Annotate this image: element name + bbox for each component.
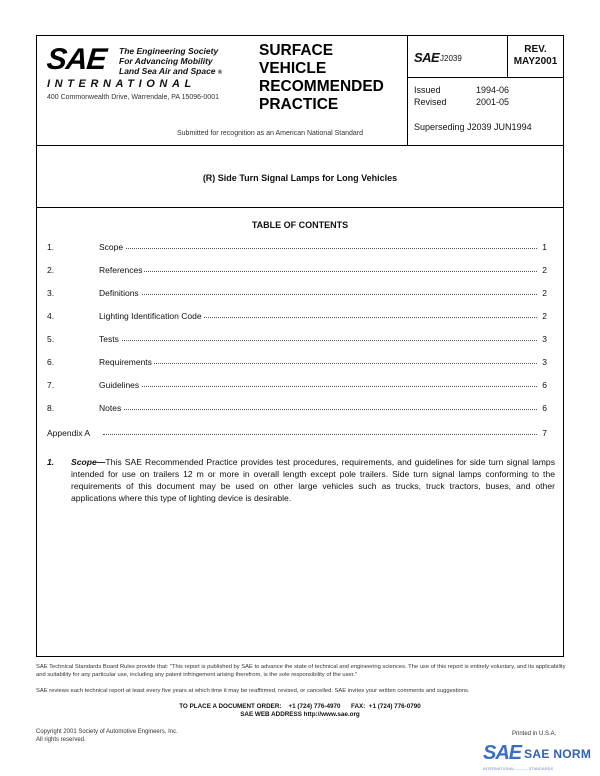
document-title: (R) Side Turn Signal Lamps for Long Vehicles [202, 173, 398, 183]
toc-item[interactable]: 7. Guidelines 6 [47, 380, 547, 390]
address: 400 Commonwealth Drive, Warrendale, PA 15096-0001 [47, 94, 219, 101]
report-type: SURFACE VEHICLE RECOMMENDED PRACTICE [259, 42, 384, 113]
sae-small-logo: SAE [414, 50, 440, 65]
document-title-row [37, 146, 563, 208]
review-note: SAE reviews each technical report at least every five years at which time it may be reaffirmed, revised, or cancelled. SAE invites your written comments and suggestions. [36, 688, 470, 694]
toc-heading: TABLE OF CONTENTS [251, 220, 349, 230]
toc-item[interactable]: 8. Notes 6 [47, 403, 547, 413]
issue-dates: Issued 1994-06 Revised 2001-05 [414, 85, 510, 107]
toc-item[interactable]: 4. Lighting Identification Code 2 [47, 311, 547, 321]
scope-section [47, 456, 555, 504]
document-header [37, 36, 563, 146]
toc-appendix[interactable]: Appendix A 7 [47, 428, 547, 438]
toc-item[interactable]: 3. Definitions 2 [47, 288, 547, 298]
toc-item[interactable]: 5. Tests 3 [47, 334, 547, 344]
society-tagline: The Engineering Society For Advancing Mobility Land Sea Air and Space ® [119, 46, 223, 76]
toc-item[interactable]: 1. Scope 1 [47, 242, 547, 252]
web-address[interactable]: SAE WEB ADDRESS http://www.sae.org [240, 711, 360, 718]
toc-item[interactable]: 6. Requirements 3 [47, 357, 547, 367]
issued-date: 1994-06 [476, 85, 510, 95]
revision-cell: REV. MAY2001 [508, 36, 563, 78]
document-info-block [407, 36, 563, 146]
order-info [0, 703, 600, 719]
toc-item[interactable]: 2. References 2 [47, 265, 547, 275]
revised-date: 2001-05 [476, 97, 510, 107]
document-number-cell [408, 36, 508, 78]
superseding-note: Superseding J2039 JUN1994 [414, 122, 532, 132]
scope-number: 1. [47, 457, 55, 467]
watermark-text: SAE NORM [524, 746, 592, 761]
policy-note: SAE Technical Standards Board Rules provide that: "This report is published by SAE to advance the state of technical and engineering sciences. The use of this report is entirely voluntary, and its applicability and suitability for any particular use, including any patent infringement arising therefrom, is the sole responsibility of the user." [36, 664, 566, 678]
order-phone-line: TO PLACE A DOCUMENT ORDER: +1 (724) 776-4970 FAX: +1 (724) 776-0790 [179, 703, 421, 710]
watermark-subtitle: INTERNATIONAL ——— STANDARDS [483, 766, 554, 771]
document-frame [36, 35, 564, 657]
international-label: INTERNATIONAL [47, 78, 196, 90]
submitted-note: Submitted for recognition as an American National Standard [177, 130, 363, 137]
printed-note: Printed in U.S.A. [512, 731, 557, 737]
scope-text: This SAE Recommended Practice provides test procedures, requirements, and guidelines for side turn signal lamps intended for use on trailers 12 m or more in overall length except pole trailers. Side turn signal lamps conforming to the requirements of this document may be used on other large vehicles such as trucks, truck tractors, buses, and other applications where this type of lighting device is desirable. [71, 457, 555, 503]
document-number: J2039 [440, 54, 462, 63]
scope-heading: Scope— [71, 457, 106, 467]
watermark-logo-icon: SAE [483, 742, 522, 764]
sae-norm-watermark [483, 742, 591, 765]
sae-logo: SAE [45, 43, 108, 76]
revision-date: MAY2001 [513, 56, 558, 67]
copyright-block: Copyright 2001 Society of Automotive Engineers, Inc. All rights reserved. [36, 729, 178, 743]
